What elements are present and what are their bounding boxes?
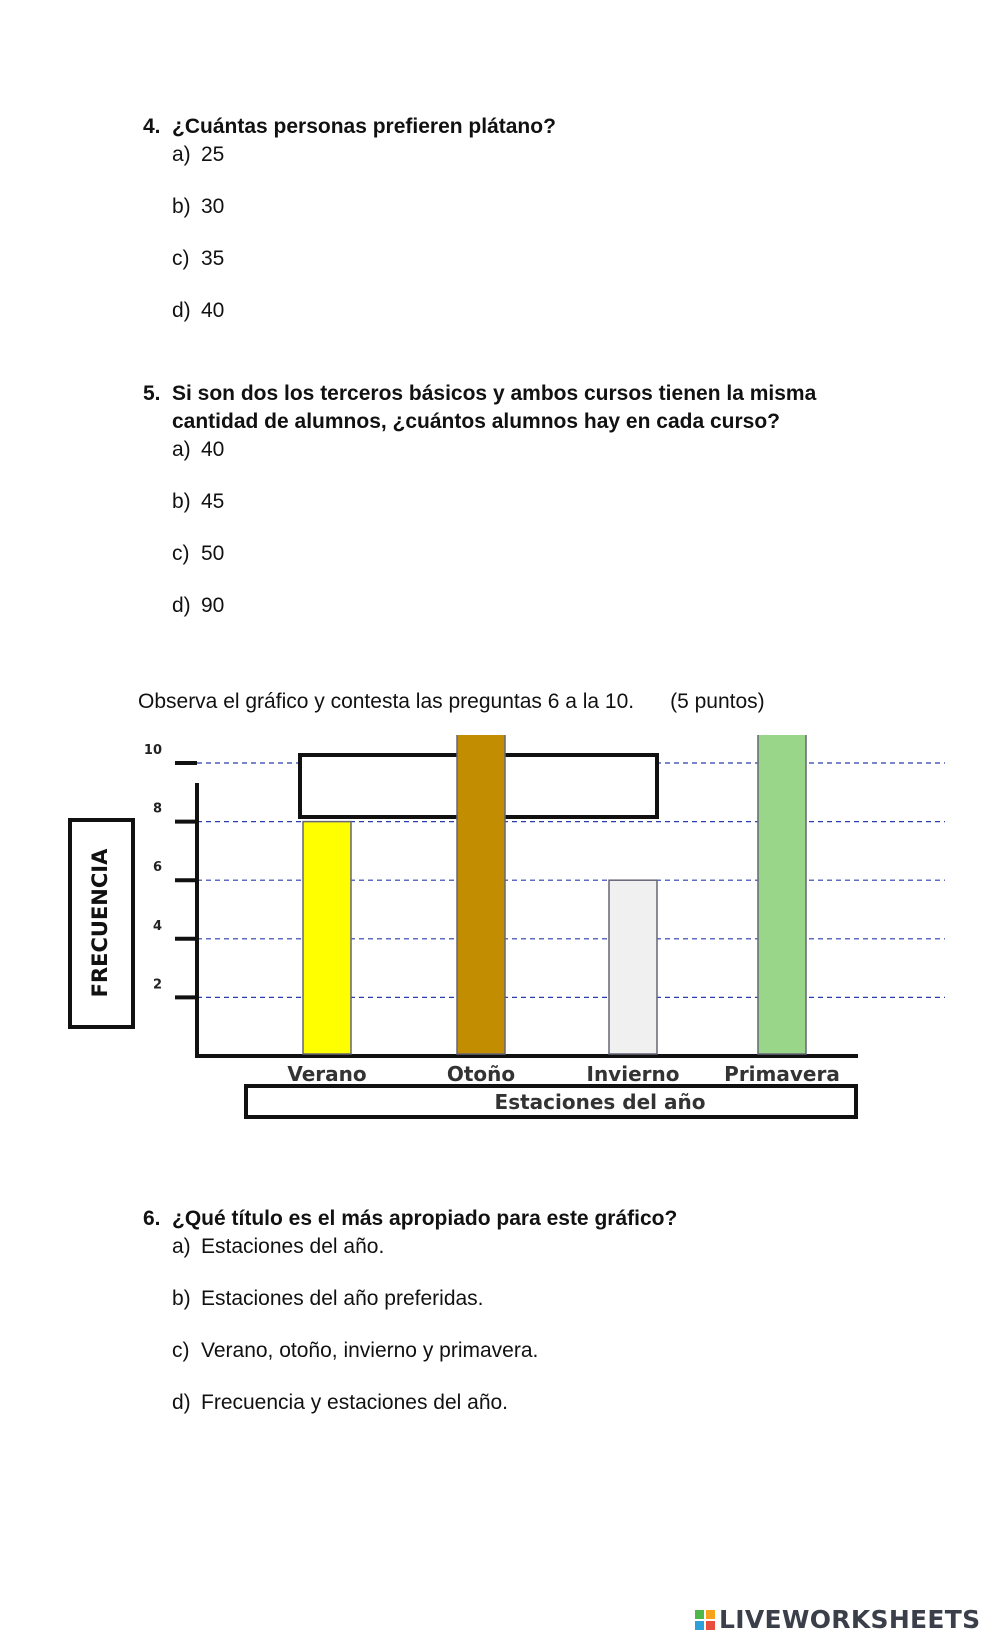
option-text: Estaciones del año. [201,1235,385,1258]
option-letter: a) [172,1235,191,1258]
question-5-title [143,380,843,436]
y-tick-label: 8 [152,801,162,817]
option-b[interactable] [172,193,843,245]
option-a[interactable] [172,1233,843,1285]
bar-chart [0,735,1000,1135]
options-list [143,1233,843,1441]
logo-square [706,1621,715,1630]
bar-otoño [457,735,505,1054]
option-letter: c) [172,247,190,270]
option-text: 40 [201,299,225,322]
bar-primavera [758,735,806,1054]
points-label: (5 puntos) [670,690,765,713]
question-6-title [143,1205,843,1233]
option-b[interactable] [172,488,843,540]
option-text: 50 [201,542,225,565]
option-letter: d) [172,1391,191,1414]
option-text: 40 [201,438,225,461]
option-c[interactable] [172,245,843,297]
options-list [143,436,843,644]
option-a[interactable] [172,436,843,488]
logo-square [706,1610,715,1619]
option-b[interactable] [172,1285,843,1337]
option-letter: b) [172,490,191,513]
question-number: 4. [143,115,161,138]
x-tick-label: Invierno [586,1062,680,1086]
liveworksheets-logo-icon [695,1610,715,1630]
option-text: 25 [201,143,225,166]
option-text: 45 [201,490,225,513]
option-text: 35 [201,247,225,270]
question-4 [143,113,843,349]
option-letter: b) [172,195,191,218]
option-text: Verano, otoño, invierno y primavera. [201,1339,539,1362]
option-c[interactable] [172,540,843,592]
option-letter: b) [172,1287,191,1310]
option-text: 90 [201,594,225,617]
question-4-title [143,113,843,141]
option-letter: c) [172,1339,190,1362]
option-d[interactable] [172,592,843,644]
x-tick-label: Otoño [446,1062,516,1086]
question-text: ¿Cuántas personas prefieren plátano? [172,115,556,138]
y-tick-label: 10 [143,743,162,758]
question-text: Si son dos los terceros básicos y ambos cursos tienen la misma cantidad de alumnos, ¿cuántos alumnos hay en cada curso? [172,382,817,433]
y-tick-label: 2 [152,977,162,993]
option-letter: c) [172,542,190,565]
bar-verano [303,822,351,1054]
instructions-text: Observa el gráfico y contesta las preguntas 6 a la 10. [138,690,635,713]
question-text: ¿Qué título es el más apropiado para este gráfico? [172,1207,678,1230]
bar-invierno [609,880,657,1054]
question-number: 5. [143,382,161,405]
logo-square [695,1610,704,1619]
option-d[interactable] [172,1389,843,1441]
x-tick-label: Primavera [724,1062,840,1086]
y-axis-label: FRECUENCIA [88,848,112,998]
logo-square [695,1621,704,1630]
y-tick-label: 4 [152,918,162,934]
question-5 [143,380,843,644]
option-a[interactable] [172,141,843,193]
x-axis-label: Estaciones del año [494,1090,706,1114]
instructions [138,688,765,716]
option-letter: a) [172,438,191,461]
logo-text: LIVEWORKSHEETS [719,1605,981,1634]
option-letter: a) [172,143,191,166]
option-text: 30 [201,195,225,218]
option-letter: d) [172,594,191,617]
x-tick-label: Verano [287,1062,367,1086]
options-list [143,141,843,349]
option-text: Frecuencia y estaciones del año. [201,1391,509,1414]
option-letter: d) [172,299,191,322]
y-tick-label: 6 [152,860,162,876]
question-6 [143,1205,843,1441]
option-text: Estaciones del año preferidas. [201,1287,484,1310]
option-d[interactable] [172,297,843,349]
option-c[interactable] [172,1337,843,1389]
liveworksheets-logo[interactable] [695,1605,980,1634]
question-number: 6. [143,1207,161,1230]
